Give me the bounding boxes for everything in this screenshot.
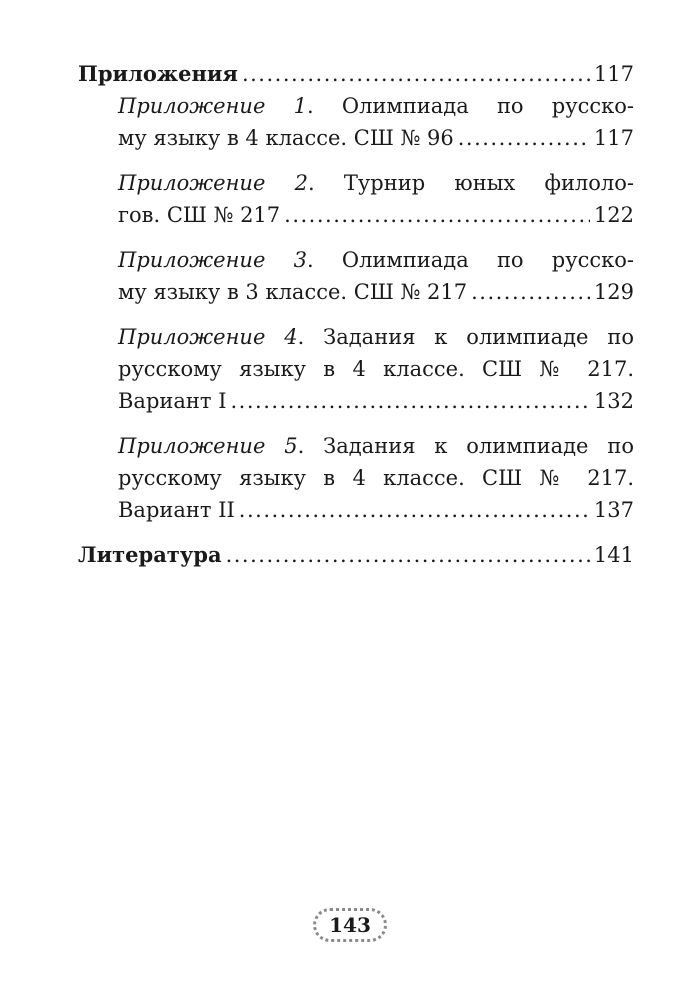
toc-entry-title: Приложения (78, 61, 238, 86)
toc-page-number: 141 (593, 543, 634, 567)
toc-entry-text: Вариант I (118, 389, 227, 413)
toc-entry-appendix-1 (78, 90, 634, 154)
toc-entry-label: Приложение 4 (118, 325, 298, 349)
toc-entry-text: . Турнир юных филоло- (308, 171, 634, 195)
toc-entry-appendix-4 (78, 321, 634, 417)
toc-entry-label: Приложение 2 (118, 171, 308, 195)
page-number: 143 (313, 908, 387, 942)
toc-page-number: 122 (593, 203, 634, 227)
toc-entry-text: . Олимпиада по русско- (306, 94, 634, 118)
dot-leader (471, 276, 590, 308)
dot-leader (458, 122, 590, 154)
toc-entry-appendix-5 (78, 430, 634, 526)
toc-entry-label: Приложение 5 (118, 434, 298, 458)
toc-entry-text: . Задания к олимпиаде по (297, 325, 634, 349)
dot-leader (284, 199, 590, 231)
toc-entry-text: русскому языку в 4 классе. СШ № 217. (118, 357, 634, 381)
toc-entry-text: Вариант II (118, 498, 235, 522)
dot-leader (242, 58, 590, 90)
table-of-contents (78, 58, 634, 584)
toc-page-number: 117 (593, 62, 634, 86)
toc-entry-title: Литература (78, 542, 222, 567)
toc-entry-text: му языку в 4 классе. СШ № 96 (118, 126, 454, 150)
dot-leader (226, 539, 590, 571)
toc-entry-appendices (78, 58, 634, 90)
toc-entry-text: . Олимпиада по русско- (306, 248, 634, 272)
toc-page-number: 137 (593, 498, 634, 522)
toc-entry-appendix-3 (78, 244, 634, 308)
toc-entry-label: Приложение 1 (118, 94, 307, 118)
toc-entry-appendix-2 (78, 167, 634, 231)
toc-entry-label: Приложение 3 (118, 248, 307, 272)
toc-page-number: 117 (593, 126, 634, 150)
toc-entry-literature (78, 539, 634, 571)
dot-leader (231, 385, 590, 417)
toc-entry-text: . Задания к олимпиаде по (297, 434, 634, 458)
toc-entry-text: русскому языку в 4 классе. СШ № 217. (118, 466, 634, 490)
toc-entry-text: му языку в 3 классе. СШ № 217 (118, 280, 468, 304)
toc-page-number: 129 (593, 280, 634, 304)
toc-entry-text: гов. СШ № 217 (118, 203, 281, 227)
dot-leader (239, 494, 590, 526)
toc-page-number: 132 (593, 389, 634, 413)
